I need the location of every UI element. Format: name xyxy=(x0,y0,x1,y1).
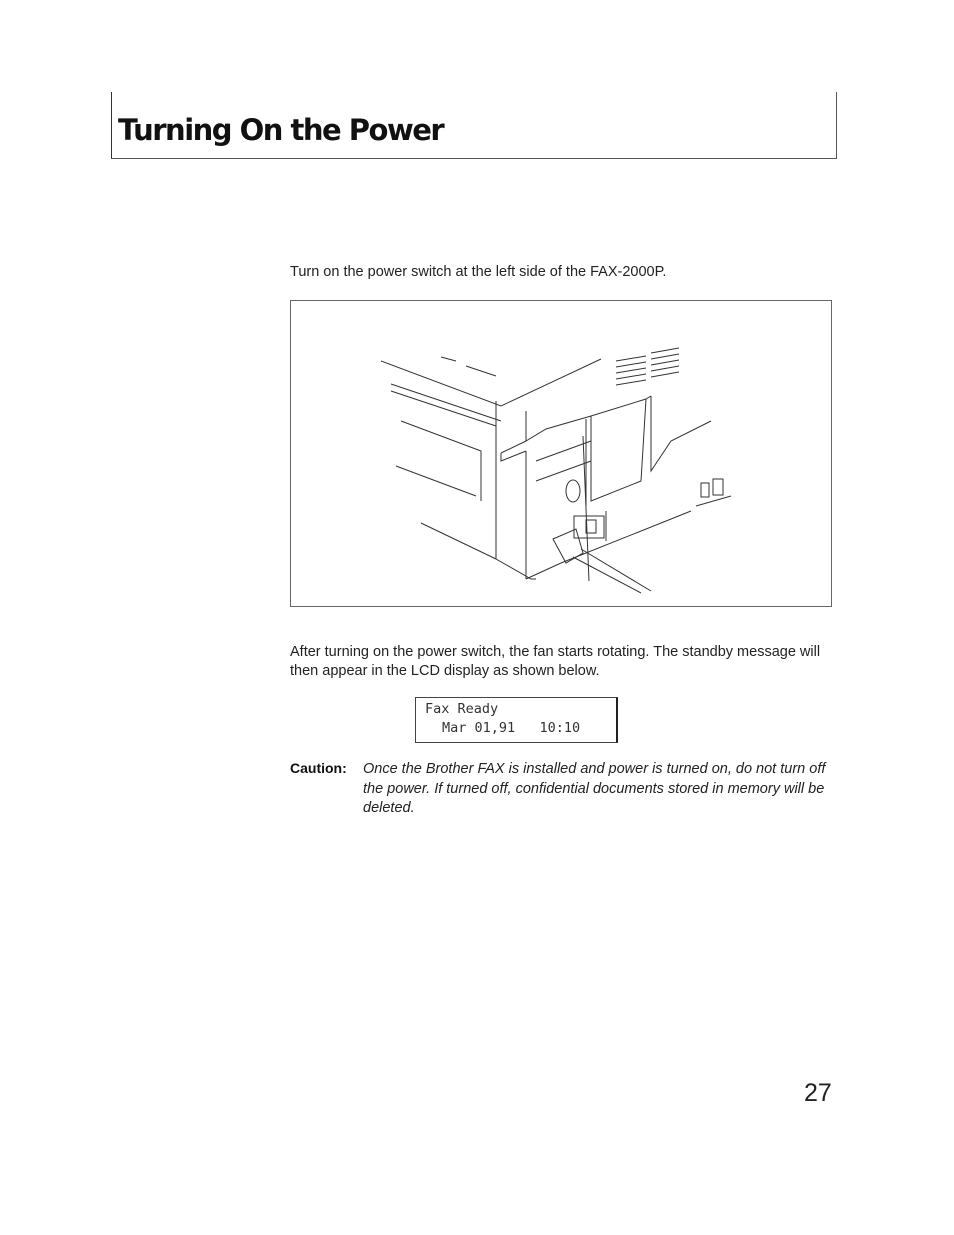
after-paragraph: After turning on the power switch, the fan starts rotating. The standby message will then appear in the LCD display as shown below. xyxy=(290,644,821,679)
lcd-line-1: Fax Ready xyxy=(425,701,499,717)
caution-text: Once the Brother FAX is installed and power is turned on, do not turn off the power. If turned off, confidential documents stored in memory will be deleted. xyxy=(363,761,826,816)
fax-power-switch-illustration xyxy=(290,300,832,607)
lcd-line-2: Mar 01,91 10:10 xyxy=(442,720,581,736)
page-number: 27 xyxy=(804,1079,832,1107)
caution-label: Caution: xyxy=(290,760,347,776)
page-title: Turning On the Power xyxy=(118,113,444,147)
intro-paragraph: Turn on the power switch at the left side of the FAX-2000P. xyxy=(290,264,667,280)
lcd-display xyxy=(415,697,618,743)
